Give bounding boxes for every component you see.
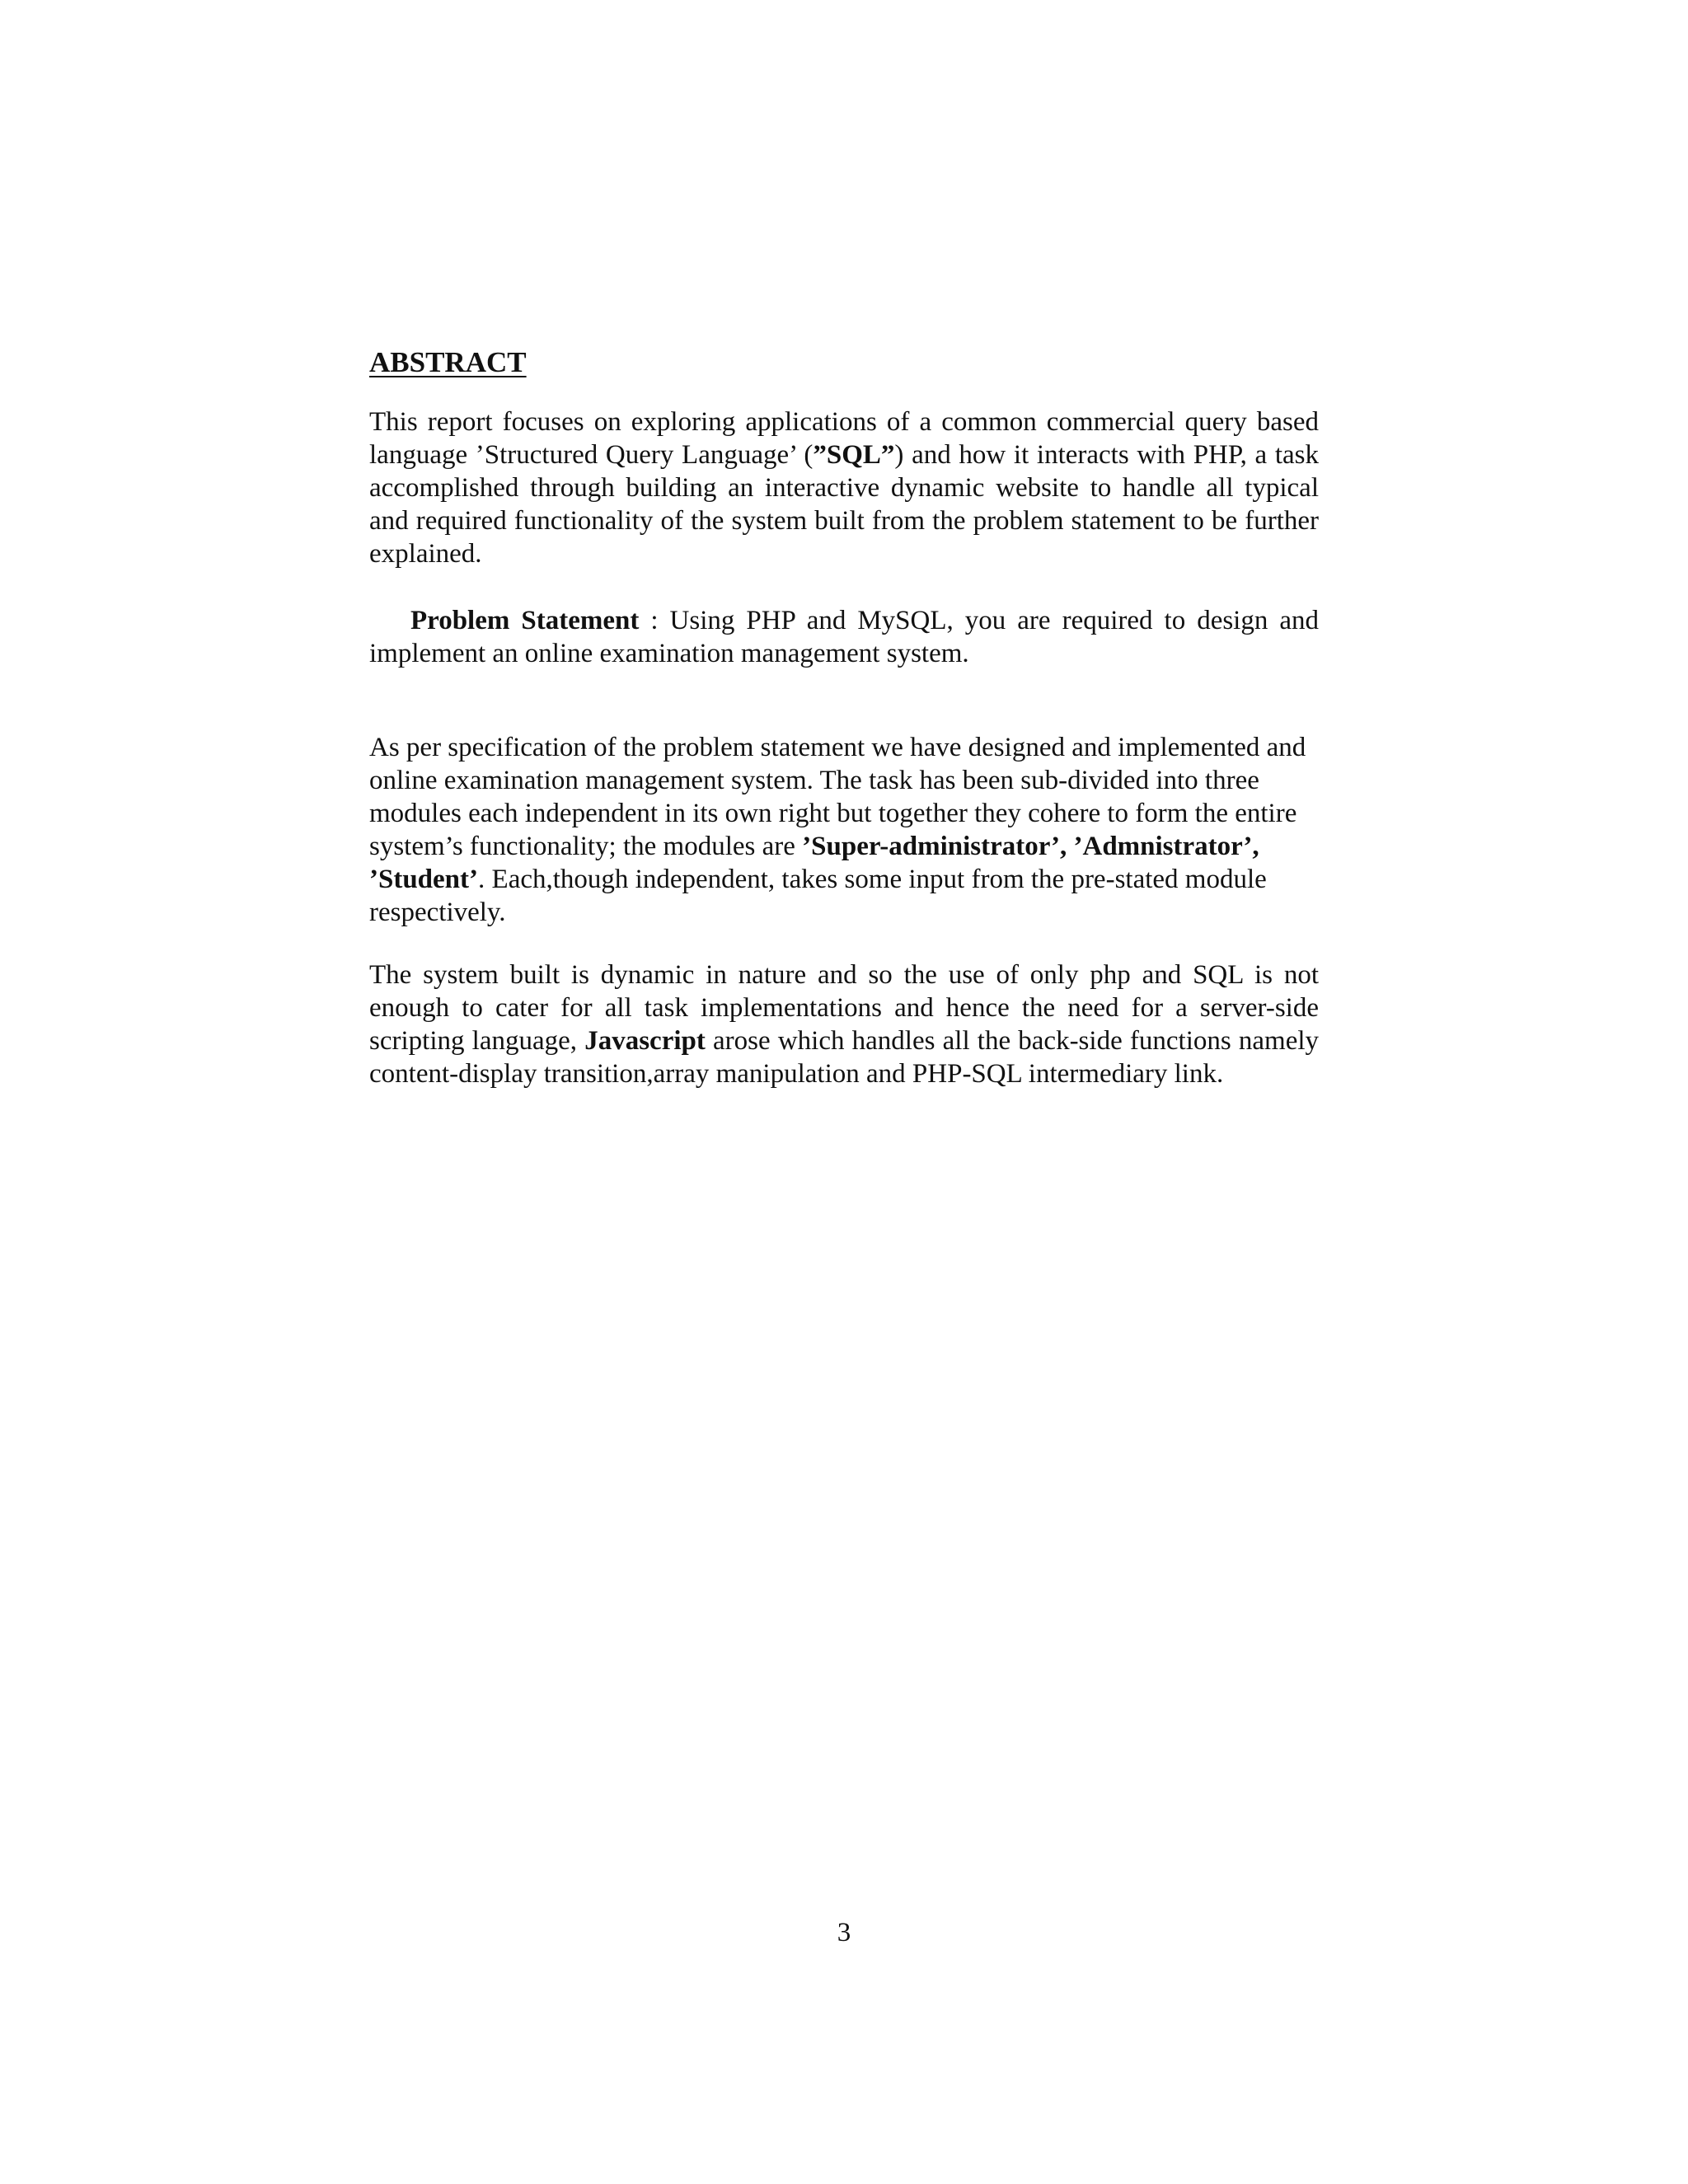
problem-statement-text: : Using PHP and MySQL, you are required to design and implement an online examination management system. bbox=[369, 606, 1320, 668]
javascript-bold: Javascript bbox=[584, 1026, 706, 1056]
specification-text-1: As per specification of the problem statement we have designed and implemented and online examination management system. The task has been sub-divided into three modules each independent in its own right but together they cohere to form the entire system’s functionality; the modules are bbox=[369, 733, 1306, 861]
intro-text-1: This report focuses on exploring applications of a common commercial query based language ’Structured Query Language’ ( bbox=[369, 407, 1319, 470]
problem-statement-label: Problem Statement bbox=[410, 606, 640, 635]
intro-sql-bold: ”SQL” bbox=[813, 440, 895, 470]
specification-text-2: . Each,though independent, takes some input from the pre-stated module respectively. bbox=[369, 865, 1267, 927]
paragraph-problem-statement bbox=[369, 604, 1319, 670]
paragraph-specification bbox=[369, 731, 1317, 929]
dynamic-text-1: The system built is dynamic in nature and so the use of only php and SQL is not enough to cater for all task implementations and hence the need for a server-side scripting language, bbox=[369, 960, 1319, 1056]
modules-bold: ’Super-administrator’, ’Admnistrator’, ’Student’ bbox=[369, 832, 1259, 894]
page-number: 3 bbox=[837, 1918, 851, 1947]
dynamic-text-2: arose which handles all the back-side functions namely content-display transition,array manipulation and PHP-SQL intermediary link. bbox=[369, 1026, 1320, 1089]
intro-text-2: ) and how it interacts with PHP, a task accomplished through building an interactive dynamic website to handle all typical and required functionality of the system built from the problem statement to be further explained. bbox=[369, 440, 1319, 569]
abstract-heading: ABSTRACT bbox=[369, 346, 527, 378]
paragraph-intro bbox=[369, 405, 1319, 570]
paragraph-system-dynamic bbox=[369, 958, 1319, 1090]
